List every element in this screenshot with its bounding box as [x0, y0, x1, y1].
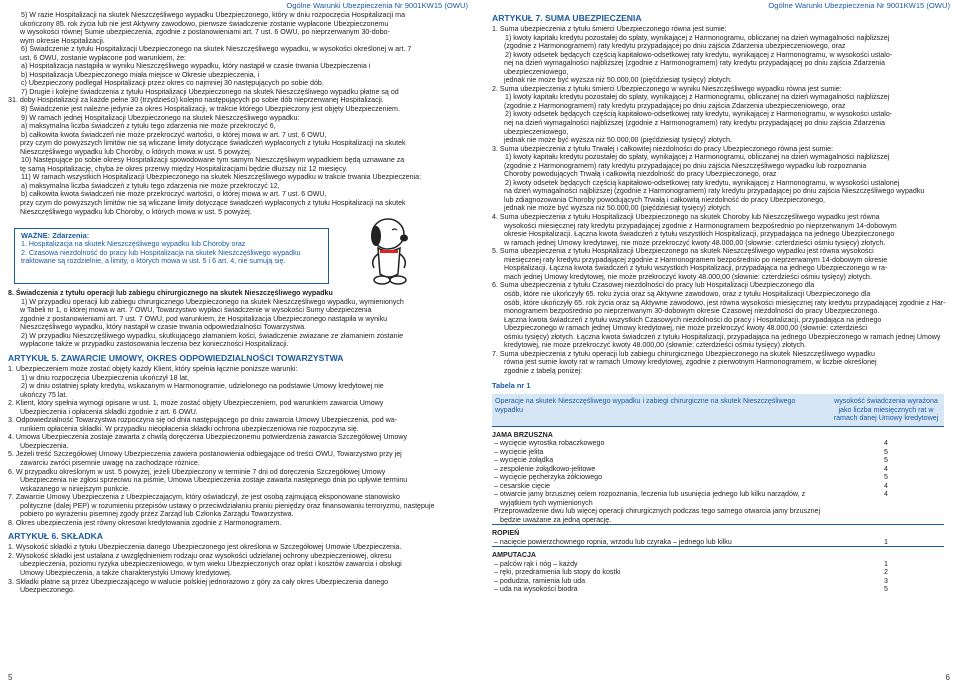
- table-cell-label: – wycięcie wyrostka robaczkowego: [494, 439, 605, 448]
- text-line: Łączna kwota świadczeń z tytułu wszystkich Czasowych niezdolności do pracy i Hospitalizacji, przypadająca na jednego: [504, 315, 882, 324]
- text-line: przy czym do powyższych limitów nie są wliczane limity dotyczące świadczeń wypłaconych z tytułu Hospitalizacji na skutek: [20, 139, 406, 148]
- text-line: wysokości miesięcznej raty kredytu przypadającej zgodnie z Harmonogramem bezpośrednio po nieprzerwanym 14-dobowym: [504, 221, 897, 230]
- table-header-right: wysokość świadczenia wyrażona jako liczba miesięcznych rat w ramach danej Umowy kredytowej: [828, 394, 944, 426]
- snoopy-cartoon-icon: [348, 212, 428, 288]
- text-line: (zgodnie z Harmonogramem) raty kredytu przypadającej po dniu zajścia Zdarzenia ubezpieczeniowego, oraz: [504, 101, 846, 110]
- table-group-row: [492, 426, 944, 439]
- text-line: Umowy Ubezpieczenia, a także charakterystyki Umowy kredytowej.: [20, 568, 232, 577]
- text-line: 1) w dniu rozpoczęcia Ubezpieczenia ukończył 18 lat,: [21, 373, 189, 382]
- text-line: 6. Suma ubezpieczenia z tytułu Czasowej niezdolności do pracy lub Hospitalizacji Ubezpieczonego dla: [492, 281, 815, 290]
- table-cell-label: – zespolenie żołądkowo-jelitowe: [494, 464, 596, 473]
- table-row: [492, 577, 944, 586]
- text-line: kredytowej, nie może przekroczyć kwoty 48.000,00 (słownie: czterdzieści ośmiu tysięcy) złotych.: [504, 341, 806, 350]
- table-cell-value: 4: [884, 481, 888, 490]
- text-line: jednak nie może być wyższa niż 50.000,00 (pięćdziesiąt tysięcy) złotych.: [504, 76, 732, 85]
- text-line: 6) Świadczenie z tytułu Hospitalizacji Ubezpieczonego na skutek Nieszczęśliwego wypadku, w wysokości określonej w art. 7: [21, 45, 412, 54]
- text-line: Ubezpieczonego.: [20, 586, 75, 595]
- table-row: [492, 465, 944, 474]
- text-line: nej na dzień wymagalności najbliższej (zgodnie z Harmonogramem) raty kredytu przypadającej po dniu zajścia Zdarzenia: [504, 59, 885, 68]
- table-cell-value: [828, 507, 944, 525]
- text-line: 1) kwoty kapitału kredytu pozostałej do spłaty, wynikającej z Harmonogramu, obliczanej na dzień wymagalności najbliższej: [505, 93, 890, 102]
- text-line: w wysokości równej Sumie ubezpieczenia, zgodnie z postanowieniami art. 7 ust. 6 OWU, po nieprzerwanym 30-dobo-: [20, 28, 390, 37]
- text-line: 2) kwoty odsetek będących częścią kapitałowo-odsetkowej raty kredytu, wynikającej z Harmonogramu, w wysokości ustalonej: [505, 178, 900, 187]
- table-cell-label: – podudzia, ramienia lub uda: [494, 576, 586, 585]
- text-line: ust. 6 OWU, zostanie wypłacone pod warunkiem, że:: [20, 53, 186, 62]
- text-line: Nieszczęśliwego wypadku, który nastąpił w czasie trwania odpowiedzialności Towarzystwa.: [20, 323, 307, 332]
- text-line: 5. Jeżeli treść Szczegółowej Umowy Ubezpieczenia zawiera postanowienia odbiegające od treści OWU, Towarzystwo przy jej: [8, 450, 402, 459]
- table-cell-value: 5: [884, 456, 888, 465]
- text-line: Choroby powodujących Trwałą i całkowitą niezdolność do pracy Ubezpieczonego, oraz: [504, 170, 777, 179]
- table-cell-label: – palców rąk i nóg – każdy: [494, 559, 578, 568]
- table-cell-label: Przeprowadzenie dwu lub więcej operacji chirurgicznych podczas tego samego otwarcia jamy brzusznej będzie uważane za jedną operację.: [494, 507, 821, 524]
- table-group-name: AMPUTACJA: [492, 547, 828, 560]
- text-line: b) całkowita kwota świadczeń nie może przekroczyć wartości, o której mowa w art. 7 ust. 6 OWU,: [21, 130, 327, 139]
- text-line: pobiero po wyrażeniu pisemnej zgody przez Zarząd lub Członka Zarządu Towarzystwa.: [20, 510, 294, 519]
- table-cell-value: 4: [884, 490, 888, 499]
- text-line: osób, które nie ukończyły 65. roku życia oraz są Aktywne zawodowo, oraz z tytułu Hospitalizacji Ubezpieczonego dla: [504, 289, 871, 298]
- text-line: w ramach jednej Umowy kredytowej, nie może przekroczyć kwoty 48.000,00 (słownie: czterdzieści ośmiu tysięcy) złotych.: [504, 238, 886, 247]
- text-line: 3. Składki płatne są przez Ubezpieczającego w walucie polskiej jednorazowo z góry za cały okres Ubezpieczenia danego: [8, 577, 389, 586]
- text-line: wypłacone także w przypadku zastosowania leczenia bez konieczności Hospitalizacji.: [20, 340, 289, 349]
- text-line: (zgodnie z Harmonogramem) raty kredytu przypadającej po dniu zajścia Nieszczęśliwego wypadku lub rozpoznania: [504, 161, 867, 170]
- text-line: 7) Drugie i kolejne świadczenia z tytułu Hospitalizacji Ubezpieczonego na skutek Nieszczęśliwego wypadku płatne są od: [21, 87, 399, 96]
- text-line: 2) W przypadku Nieszczęśliwego wypadku, skutkującego złamaniem kości, świadczenie zwiazane ze złamaniem zostanie: [21, 331, 404, 340]
- article-7-body: [492, 25, 952, 375]
- text-line: Ubezpieczenia.: [20, 441, 69, 450]
- surgery-table: [492, 394, 944, 594]
- table-row: [492, 490, 944, 507]
- table-group-spacer: [828, 525, 944, 538]
- table-group-spacer: [828, 547, 944, 560]
- article-4-continued: [8, 11, 468, 216]
- table-caption: Tabela nr 1: [492, 381, 531, 391]
- text-line: tę samą Hospitalizację, chyba że okres przerwy między Hospitalizacjami będzie dłuższy niż 12 miesięcy.: [20, 164, 348, 173]
- text-line: 1. Ubezpieczeniem może zostać objęty każdy Klient, który spełnia łącznie poniższe warunki:: [8, 364, 298, 373]
- page-number-right: 6: [945, 673, 950, 682]
- article-5-title: ARTYKUŁ 5. ZAWARCIE UMOWY, OKRES ODPOWIEDZIALNOŚCI TOWARZYSTWA: [8, 352, 344, 363]
- left-page: [0, 0, 478, 685]
- text-line: 8) Świadczenie jest należne jedynie za okres Hospitalizacji, w trakcie którego Ubezpieczony jest objęty Ubezpieczeniem.: [21, 105, 400, 114]
- text-line: ukończony 85. rok życia lub nie jest Aktywny zawodowo, pierwsze świadczenie zostanie wypłacone Ubezpieczonemu: [20, 19, 389, 28]
- text-line: zgodnie z postanowieniami art. 7 ust. 7 OWU, pod warunkiem, że Hospitalizacja Ubezpieczonego nastąpiła w wyniku: [20, 314, 388, 323]
- table-row: [492, 560, 944, 569]
- text-line: ubezpieczeniowego,: [504, 127, 569, 136]
- table-row: [492, 585, 944, 594]
- table-group-spacer: [828, 426, 944, 439]
- table-cell-value: 2: [884, 568, 888, 577]
- text-line: Nieszczęśliwego wypadku lub Choroby, o których mowa w ust. 5 powyżej.: [20, 207, 252, 216]
- table-header-left: Operacje na skutek Nieszczęśliwego wypadku i zabiegi chirurgiczne na skutek Nieszczęśliwego wypadku: [492, 394, 828, 426]
- table-header-row: [492, 394, 944, 426]
- text-line: c) Ubezpieczony podlegał Hospitalizacji przez okres co najmniej 30 następujących po sobie dób.: [21, 79, 324, 88]
- text-line: a) maksymalna liczba świadczeń z tytułu tego zdarzenia nie może przekroczyć 12,: [21, 181, 280, 190]
- table-cell-value: 1: [884, 559, 888, 568]
- text-line: 2) kwoty odsetek będących częścią kapitałowo-odsetkowej raty kredytu, wynikającej z Harmonogramu, w wysokości ustalo-: [505, 110, 893, 119]
- table-row: [492, 482, 944, 491]
- text-line: Ubezpieczonego w ramach jednej Umowy kredytowej, nie może przekroczyć kwoty 48.000,00 (słownie: czterdzieści: [504, 324, 868, 333]
- table-cell-label: – ręki, przedramienia lub stopy do kostki: [494, 568, 621, 577]
- text-line: zawarciu zwróci pisemnie uwagę na zachodzące różnice.: [20, 458, 200, 467]
- text-line: 9) W ramach jednej Hospitalizacji Ubezpieczonego na skutek Nieszczęśliwego wypadku:: [21, 113, 300, 122]
- text-line: 5) W razie Hospitalizacji na skutek Nieszczęśliwego wypadku Ubezpieczonego, który w dniu rozpoczęcia Hospitalizacji ma: [21, 11, 406, 19]
- text-line: zgodnie z tabelą poniżej:: [504, 366, 583, 375]
- table-cell-value: 5: [884, 473, 888, 482]
- table-row: [492, 568, 944, 577]
- text-line: Nieszczęśliwego wypadku lub Choroby, o których mowa w ust. 5 powyżej.: [20, 147, 252, 156]
- text-line: ubezpieczenia, poziomu ryzyka ubezpieczeniowego, w tym wieku Ubezpieczonych oraz opłat i kosztów zawarcia i obsługi: [20, 560, 402, 569]
- text-line: przy czym do powyższych limitów nie są wliczane limity dotyczące świadczeń wypłaconych z tytułu Hospitalizacji na skutek: [20, 199, 406, 208]
- text-line: w Tabeli nr 1, o której mowa w art. 7 OWU, Towarzystwo wypłaci świadczenie w wysokości Sumy ubezpieczenia: [20, 306, 372, 315]
- table-group-row: [492, 525, 944, 538]
- text-line: 4. Umowa Ubezpieczenia zostaje zawarta z chwilą doręczenia Ubezpieczonemu potwierdzenia zawarcia Szczegółowej Umowy: [8, 433, 408, 442]
- table-cell-value: 1: [884, 537, 888, 546]
- right-page: [482, 0, 960, 685]
- text-line: 31. doby Hospitalizacji za każde pełne 30 (trzydzieści) kolejno następujących po sobie dób nieprzerwanej Hospitalizacji.: [8, 96, 384, 105]
- table-row: [492, 538, 944, 547]
- text-line: 6. W przypadku określonym w ust. 5 powyżej, jeżeli Ubezpieczony w terminie 7 dni od doręczenia Szczegółowej Umowy: [8, 467, 386, 476]
- text-line: równa jest sumie kwoty rat w ramach Umowy kredytowej, zgodnie z pierwotnym Harmonogramem, w liczbie określonej: [504, 358, 877, 367]
- text-line: 8. Okres ubezpieczenia jest równy okresowi kredytowania zgodnie z Harmonogramem.: [8, 518, 282, 527]
- text-line: 10) Następujące po sobie okresy Hospitalizacji spowodowane tym samym Nieszczęśliwym wypadkiem będą uznawane za: [21, 156, 405, 165]
- text-line: ukończy 75 lat.: [20, 390, 68, 399]
- table-row: [492, 507, 944, 525]
- text-line: 2. Suma ubezpieczenia z tytułu śmierci Ubezpieczonego w wyniku Nieszczęśliwego wypadku równa jest sumie:: [492, 84, 842, 93]
- table-group-name: ROPIEŃ: [492, 525, 828, 538]
- text-line: 2. Klient, który spełnia wymogi opisane w ust. 1, może zostać objęty Ubezpieczeniem, pod warunkiem zawarcia Umowy: [8, 399, 384, 408]
- text-line: osób, które ukończyły 65. rok życia oraz są Aktywne zawodowo, jest równa wysokości miesięcznej raty kredytu przypadającej zgodnie z Har-: [504, 298, 946, 307]
- table-body: [492, 426, 944, 594]
- table-cell-label: – otwarcie jamy brzusznej celem rozpoznania, leczenia lub usunięcia jednego lub kilku narządów, z wyjątkiem tych wymienionych: [494, 490, 806, 507]
- text-line: a) Hospitalizacja nastąpiła w wyniku Nieszczęśliwego wypadku, który nastąpił w czasie trwania Ubezpieczenia i: [21, 62, 371, 71]
- text-line: Ubezpieczenia nie zgłosi sprzeciwu na piśmie, Umowa Ubezpieczenia zostaje zawarta następnego dnia po upływie terminu: [20, 476, 408, 485]
- text-line: 2) kwoty odsetek będących częścią kapitałowo-odsetkowej raty kredytu, wynikającej z Harmonogramu, w wysokości ustalo-: [505, 50, 893, 59]
- text-line: b) całkowita kwota świadczeń nie może przekroczyć wartości, o której mowa w art. 7 ust. 6 OWU,: [21, 190, 327, 199]
- text-line: 3. Odpowiedzialność Towarzystwa rozpoczyna się od dnia następującego po dniu zawarcia Umowy Ubezpieczenia, pod wa-: [8, 416, 398, 425]
- text-line: 5. Suma ubezpieczenia z tytułu Hospitalizacji Ubezpieczonego na skutek Nieszczęśliwego wypadku jest równa wysokości: [492, 247, 874, 256]
- text-line: 1. Wysokość składki z tytułu Ubezpieczenia danego Ubezpieczonego jest określona w Szczegółowej Umowie Ubezpieczenia.: [8, 543, 402, 552]
- table-cell-value: 5: [884, 447, 888, 456]
- text-line: ubezpieczeniowego,: [504, 67, 569, 76]
- notice-line: traktowane są rozdzielnie, a limity, o których mowa w ust. 5 i 6 art. 4, nie sumują się.: [21, 257, 286, 266]
- text-line: mach jednej Umowy kredytowej, nie może przekroczyć kwoty 48.000,00 (słownie: czterdzieści ośmiu tysięcy) złotych.: [504, 272, 872, 281]
- notice-area: [8, 218, 468, 286]
- table-row: [492, 473, 944, 482]
- text-line: runkiem opłacenia składki. W przypadku nieopłacenia składki ochrona ubezpieczeniowa nie rozpoczyna się.: [20, 424, 359, 433]
- table-cell-label: – uda na wysokości biodra: [494, 585, 578, 594]
- text-line: okresie Hospitalizacji. Łączna kwota świadczeń z tytułu wszystkich Hospitalizacji, przypadająca na jednego Ubezpieczonego: [504, 230, 895, 239]
- article-4-section-8: [8, 289, 468, 349]
- page-header-left: Ogólne Warunki Ubezpieczenia Nr 9001KW15 (OWU): [286, 1, 468, 10]
- text-line: 3. Suma ubezpieczenia z tytułu Trwałej i całkowitej niezdolności do pracy Ubezpieczonego równa jest sumie:: [492, 144, 834, 153]
- table-group-name: JAMA BRZUSZNA: [492, 426, 828, 439]
- text-line: 2) w dniu ostatniej spłaty kredytu, wskazanym w Harmonogramie, udzielonego na podstawie Umowy kredytowej nie: [21, 382, 384, 391]
- text-line: monogramem bezpośrednio po nieprzerwanym 30-dobowym okresie Czasowej niezdolności do pracy Ubezpieczonego.: [504, 307, 880, 316]
- text-line: 1) kwoty kapitału kredytu pozostałej do spłaty, wynikającej z Harmonogramu, obliczanej na dzień wymagalności najbliższej: [505, 33, 890, 42]
- text-line: 7. Zawarcie Umowy Ubezpieczenia z Ubezpieczającym, który oświadczył, że jest osobą zajmującą eksponowane stanowisko: [8, 493, 400, 502]
- notice-title: WAŻNE: Zdarzenia:: [21, 231, 90, 241]
- table-cell-value: 4: [884, 464, 888, 473]
- table-cell-value: 3: [884, 576, 888, 585]
- table-cell-label: – wycięcie pęcherzyka żółciowego: [494, 473, 603, 482]
- text-line: na dzień wymagalności najbliższej (zgodnie z Harmonogramem) raty kredytu przypadającej po dniu zajścia Nieszczęśliwego wypadku: [504, 187, 925, 196]
- table-row: [492, 456, 944, 465]
- article-6-body: [8, 543, 468, 594]
- page-number-left: 5: [8, 673, 13, 682]
- text-line: wskazanego w niniejszym punkcie.: [20, 484, 131, 493]
- text-line: 8. Świadczenia z tytułu operacji lub zabiegu chirurgicznego na skutek Nieszczęśliwego wypadku: [8, 289, 333, 298]
- text-line: (zgodnie z Harmonogramem) raty kredytu przypadającej po dniu zajścia Zdarzenia ubezpieczeniowego, oraz: [504, 42, 846, 51]
- text-line: lub zdiagnozowania Choroby powodujących Trwałą i całkowitą niezdolność do pracy Ubezpieczonego,: [504, 195, 825, 204]
- article-5-body: [8, 365, 468, 527]
- text-line: 1) kwoty kapitału kredytu pozostałej do spłaty, wynikającej z Harmonogramu, obliczanej na dzień wymagalności najbliższej: [505, 153, 890, 162]
- notice-line: 2. Czasowa niezdolność do pracy lub Hospitalizacja na skutek Nieszczęśliwego wypadku: [21, 248, 301, 257]
- article-7-title: ARTYKUŁ 7. SUMA UBEZPIECZENIA: [492, 13, 642, 23]
- notice-line: 1. Hospitalizacja na skutek Nieszczęśliwego wypadku lub Choroby oraz: [21, 240, 246, 249]
- table-cell-label: – wycięcie żołądka: [494, 456, 554, 465]
- text-line: 7. Suma ubezpieczenia z tytułu operacji lub zabiegu chirurgicznego Ubezpieczonego na skutek Nieszczęśliwego wypadku: [492, 349, 875, 358]
- text-line: 4. Suma ubezpieczenia z tytułu Hospitalizacji Ubezpieczonego na skutek Choroby lub Nieszczęśliwego wypadku jest równa: [492, 213, 880, 222]
- page-header-right: Ogólne Warunki Ubezpieczenia Nr 9001KW15 (OWU): [768, 1, 950, 10]
- text-line: 2. Wysokość składki jest ustalana z uwzględnieniem rodzaju oraz wysokości udzielanej ochrony ubezpieczeniowej, okresu: [8, 551, 392, 560]
- table-cell-label: – wycięcie jelita: [494, 447, 544, 456]
- text-line: ośmiu tysięcy) złotych. Łączna kwota świadczeń z tytułu Hospitalizacji, przypadająca na jednego Ubezpieczonego w ramach jednej Umowy: [504, 332, 941, 341]
- text-line: miesięcznej raty kredytu przypadającej zgodnie z Harmonogramem bezpośrednio po nieprzerwanym 14-dobowym okresie: [504, 255, 888, 264]
- text-line: Hospitalizacji. Łączna kwota świadczeń z tytułu wszystkich Hospitalizacji, przypadająca na jednego Ubezpieczonego w ra-: [504, 264, 888, 273]
- important-notice-box: [14, 228, 329, 284]
- text-line: jednak nie może być wyższa niż 50.000,00 (pięćdziesiąt tysięcy) złotych.: [504, 204, 732, 213]
- text-line: 11) W ramach wszystkich Hospitalizacji Ubezpieczonego na skutek Nieszczęśliwego wypadku w trakcie trwania Ubezpieczenia:: [21, 173, 422, 182]
- article-6-title: ARTYKUŁ 6. SKŁADKA: [8, 531, 104, 542]
- text-line: nej na dzień wymagalności najbliższej (zgodnie z Harmonogramem) raty kredytu przypadającej po dniu zajścia Zdarzenia: [504, 119, 885, 128]
- table-row: [492, 448, 944, 457]
- text-line: polityczne (dalej PEP) w rozumieniu przepisów ustawy o przeciwdziałaniu praniu pieniędzy oraz finansowaniu terroryzmu, następuje: [20, 501, 435, 510]
- table-cell-value: 4: [884, 439, 888, 448]
- text-line: wym okresie Hospitalizacji.: [20, 36, 105, 45]
- text-line: jednak nie może być wyższa niż 50.000,00 (pięćdziesiąt tysięcy) złotych.: [504, 136, 732, 145]
- text-line: 1. Suma ubezpieczenia z tytułu śmierci Ubezpieczonego równa jest sumie:: [492, 25, 727, 33]
- text-line: Ubezpieczenia i opłacenia składki zgodnie z art. 6 OWU.: [20, 407, 198, 416]
- text-line: 1) W przypadku operacji lub zabiegu chirurgicznego Ubezpieczonego na skutek Nieszczęśliwego wypadku, wymienionych: [21, 297, 404, 306]
- table-cell-label: – nacięcie powierzchownego ropnia, wrzodu lub czyraka – jednego lub kilku: [494, 537, 732, 546]
- table-group-row: [492, 547, 944, 560]
- table-cell-value: 5: [884, 585, 888, 594]
- table-cell-label: – cesarskie cięcie: [494, 481, 550, 490]
- text-line: a) maksymalna liczba świadczeń z tytułu tego zdarzenia nie może przekroczyć 6,: [21, 122, 276, 131]
- text-line: b) Hospitalizacja Ubezpieczonego miała miejsce w Okresie ubezpieczenia, i: [21, 70, 260, 79]
- table-row: [492, 439, 944, 448]
